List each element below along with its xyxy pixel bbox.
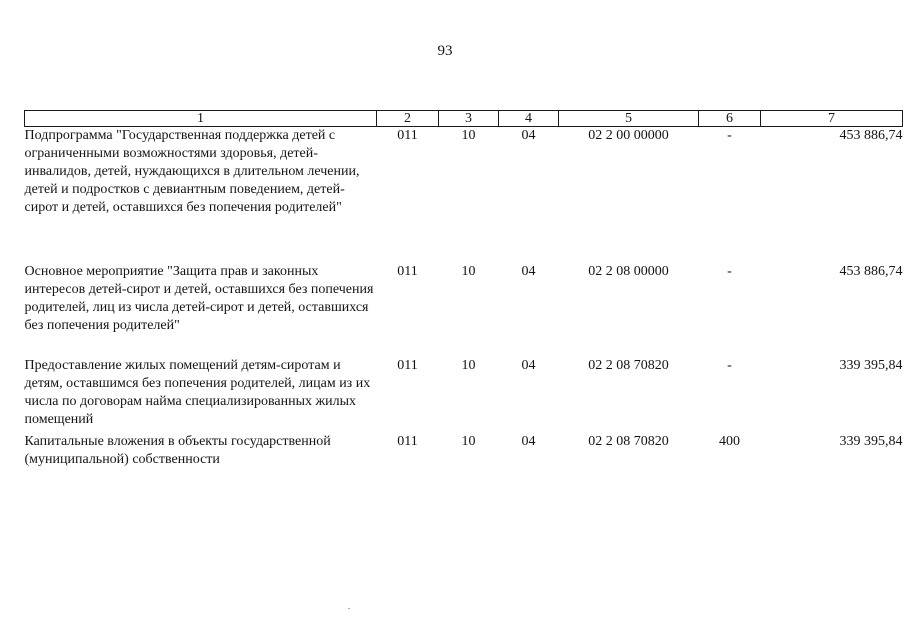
row-col4: 04: [521, 357, 536, 373]
budget-table: [24, 110, 903, 473]
row-col3: 10: [461, 128, 476, 143]
scan-speck: [348, 608, 350, 609]
table-row: [25, 357, 903, 433]
row-col2: 011: [397, 263, 418, 279]
row-col6: -: [727, 263, 732, 279]
row-name: Капитальные вложения в объекты государственной (муниципальной) собственности: [24, 433, 331, 467]
row-col7: 339 395,84: [839, 433, 903, 449]
row-col6: 400: [719, 433, 740, 449]
row-col7: 453 886,74: [839, 263, 903, 279]
row-col3: 10: [461, 357, 476, 373]
row-col3: 10: [461, 433, 476, 449]
header-row: [25, 111, 903, 127]
header-col-6: 6: [699, 111, 761, 127]
row-col4: 04: [521, 433, 536, 449]
header-col-1: 1: [25, 111, 377, 127]
row-name: Предоставление жилых помещений детям-сиротам и детям, оставшимся без попечения родителей, лицам из их числа по договорам найма специализированных жилых помещений: [24, 357, 371, 427]
row-col4: 04: [521, 128, 536, 143]
row-col6: -: [727, 357, 732, 373]
table-row: [25, 263, 903, 357]
row-col5: 02 2 08 70820: [588, 357, 669, 373]
header-col-3: 3: [439, 111, 499, 127]
row-col2: 011: [397, 128, 418, 143]
row-col7: 339 395,84: [839, 357, 903, 373]
row-col3: 10: [461, 263, 476, 279]
header-col-5: 5: [559, 111, 699, 127]
row-col2: 011: [397, 433, 418, 449]
header-col-4: 4: [499, 111, 559, 127]
page-number: 93: [437, 43, 453, 59]
table-row: [25, 127, 903, 263]
header-col-2: 2: [377, 111, 439, 127]
row-name: Подпрограмма "Государственная поддержка детей с ограниченными возможностями здоровья, детей-инвалидов, детей, нуждающихся в длительном лечении, детей и подростков с девиантным поведением, детей-сирот и детей, оставшихся без попечения родителей": [24, 128, 360, 215]
row-col4: 04: [521, 263, 536, 279]
row-col2: 011: [397, 357, 418, 373]
row-col7: 453 886,74: [839, 128, 903, 143]
table-row: [25, 433, 903, 473]
row-col5: 02 2 08 00000: [588, 263, 669, 279]
row-col6: -: [727, 128, 732, 143]
row-col5: 02 2 00 00000: [588, 128, 669, 143]
row-col5: 02 2 08 70820: [588, 433, 669, 449]
row-name: Основное мероприятие "Защита прав и законных интересов детей-сирот и детей, оставшихся без попечения родителей, лиц из числа детей-сирот и детей, оставшихся без попечения родителей": [24, 263, 374, 333]
header-col-7: 7: [761, 111, 903, 127]
